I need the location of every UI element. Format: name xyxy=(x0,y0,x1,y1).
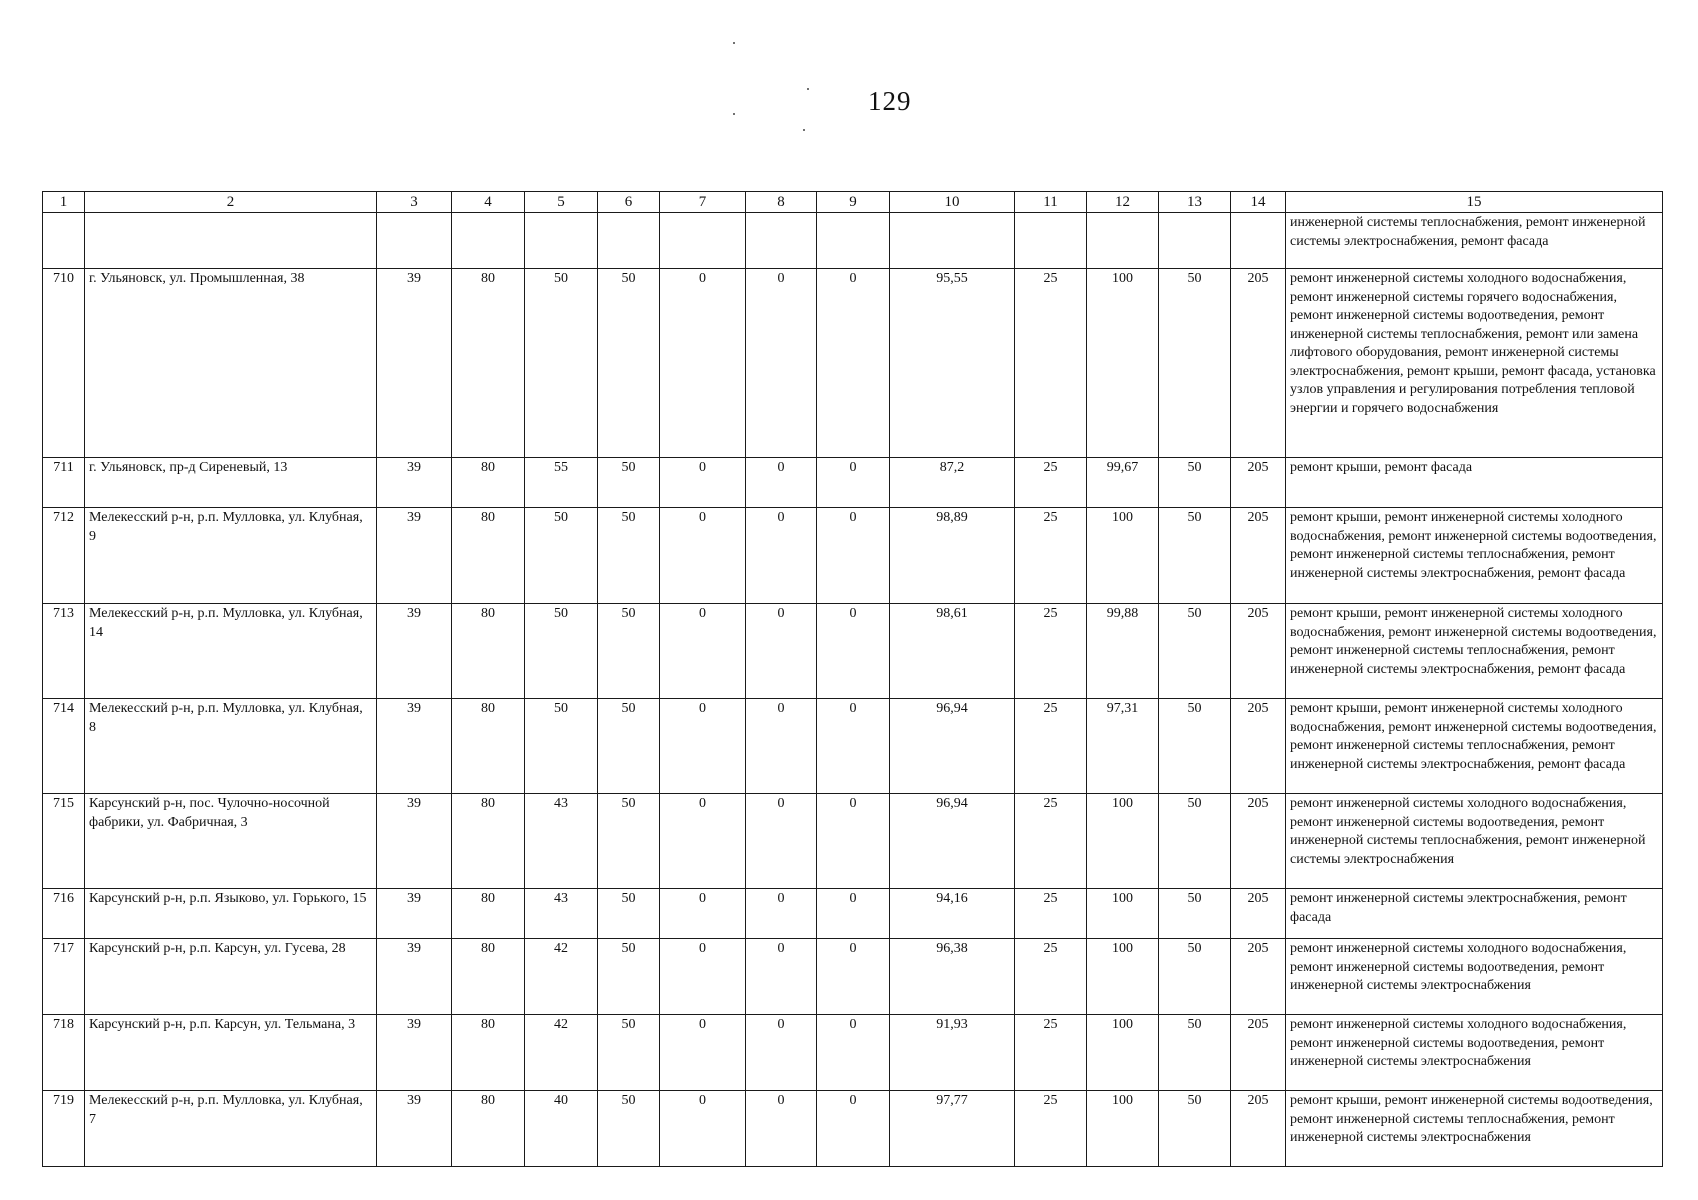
row-number: 710 xyxy=(43,269,85,458)
table-row xyxy=(43,508,1663,604)
value-cell: 0 xyxy=(817,939,890,1015)
value-cell: 42 xyxy=(525,939,598,1015)
value-cell: 97,31 xyxy=(1087,699,1159,794)
value-cell: 99,67 xyxy=(1087,458,1159,508)
value-cell: 205 xyxy=(1231,508,1286,604)
value-cell: 50 xyxy=(1159,458,1231,508)
column-header: 5 xyxy=(525,192,598,213)
value-cell: 25 xyxy=(1015,794,1087,889)
value-cell: 39 xyxy=(377,1015,452,1091)
value-cell: 39 xyxy=(377,604,452,699)
value-cell: 0 xyxy=(746,794,817,889)
value-cell: 43 xyxy=(525,794,598,889)
scan-speck xyxy=(733,42,735,44)
value-cell: 25 xyxy=(1015,604,1087,699)
value-cell: 39 xyxy=(377,699,452,794)
value-cell: 0 xyxy=(746,508,817,604)
value-cell: 0 xyxy=(817,508,890,604)
value-cell: 50 xyxy=(1159,889,1231,939)
value-cell: 80 xyxy=(452,939,525,1015)
table-row xyxy=(43,1091,1663,1167)
value-cell: 0 xyxy=(746,269,817,458)
works-cell: ремонт инженерной системы холодного водоснабжения, ремонт инженерной системы горячего водоснабжения, ремонт инженерной системы водоотведения, ремонт инженерной системы теплоснабжения, ремонт или замена лифтового оборудования, ремонт инженерной системы электроснабжения, ремонт крыши, ремонт фасада, установка узлов управления и регулирования потребления тепловой энергии и горячего водоснабжения xyxy=(1286,269,1663,458)
value-cell: 50 xyxy=(598,1015,660,1091)
table-row xyxy=(43,458,1663,508)
row-number: 718 xyxy=(43,1015,85,1091)
value-cell: 0 xyxy=(746,699,817,794)
value-cell: 50 xyxy=(598,1091,660,1167)
value-cell: 50 xyxy=(1159,604,1231,699)
value-cell: 0 xyxy=(817,458,890,508)
column-header: 1 xyxy=(43,192,85,213)
row-number: 715 xyxy=(43,794,85,889)
value-cell: 0 xyxy=(746,1015,817,1091)
table-row xyxy=(43,889,1663,939)
value-cell: 40 xyxy=(525,1091,598,1167)
value-cell: 39 xyxy=(377,508,452,604)
value-cell: 0 xyxy=(660,508,746,604)
value-cell: 0 xyxy=(660,889,746,939)
row-number: 719 xyxy=(43,1091,85,1167)
works-cell: ремонт крыши, ремонт инженерной системы водоотведения, ремонт инженерной системы теплоснабжения, ремонт инженерной системы электроснабжения xyxy=(1286,1091,1663,1167)
works-cell: ремонт инженерной системы холодного водоснабжения, ремонт инженерной системы водоотведения, ремонт инженерной системы электроснабжения xyxy=(1286,939,1663,1015)
value-cell: 0 xyxy=(817,604,890,699)
value-cell: 0 xyxy=(746,1091,817,1167)
value-cell: 39 xyxy=(377,1091,452,1167)
address-cell: Карсунский р-н, р.п. Карсун, ул. Тельмана, 3 xyxy=(85,1015,377,1091)
value-cell: 0 xyxy=(660,699,746,794)
table-row xyxy=(43,269,1663,458)
value-cell: 100 xyxy=(1087,269,1159,458)
column-header: 15 xyxy=(1286,192,1663,213)
works-cell: ремонт крыши, ремонт инженерной системы холодного водоснабжения, ремонт инженерной системы водоотведения, ремонт инженерной системы теплоснабжения, ремонт инженерной системы электроснабжения, ремонт фасада xyxy=(1286,699,1663,794)
value-cell: 97,77 xyxy=(890,1091,1015,1167)
works-cell: ремонт инженерной системы холодного водоснабжения, ремонт инженерной системы водоотведения, ремонт инженерной системы теплоснабжения, ремонт инженерной системы электроснабжения xyxy=(1286,794,1663,889)
value-cell: 80 xyxy=(452,269,525,458)
value-cell: 25 xyxy=(1015,889,1087,939)
value-cell: 205 xyxy=(1231,794,1286,889)
value-cell: 50 xyxy=(598,508,660,604)
column-header: 8 xyxy=(746,192,817,213)
row-number: 713 xyxy=(43,604,85,699)
value-cell: 50 xyxy=(1159,508,1231,604)
value-cell: 55 xyxy=(525,458,598,508)
value-cell: 0 xyxy=(660,269,746,458)
value-cell: 50 xyxy=(1159,1091,1231,1167)
row-number: 714 xyxy=(43,699,85,794)
value-cell: 205 xyxy=(1231,939,1286,1015)
value-cell: 50 xyxy=(1159,794,1231,889)
works-cell: ремонт крыши, ремонт фасада xyxy=(1286,458,1663,508)
column-header: 13 xyxy=(1159,192,1231,213)
works-cell: ремонт крыши, ремонт инженерной системы холодного водоснабжения, ремонт инженерной системы водоотведения, ремонт инженерной системы теплоснабжения, ремонт инженерной системы электроснабжения, ремонт фасада xyxy=(1286,604,1663,699)
value-cell: 96,94 xyxy=(890,794,1015,889)
value-cell: 50 xyxy=(525,508,598,604)
address-cell: Мелекесский р-н, р.п. Мулловка, ул. Клубная, 9 xyxy=(85,508,377,604)
value-cell: 39 xyxy=(377,794,452,889)
column-header: 6 xyxy=(598,192,660,213)
value-cell: 95,55 xyxy=(890,269,1015,458)
value-cell: 100 xyxy=(1087,889,1159,939)
address-cell: Карсунский р-н, р.п. Языково, ул. Горького, 15 xyxy=(85,889,377,939)
value-cell: 80 xyxy=(452,1091,525,1167)
value-cell: 25 xyxy=(1015,458,1087,508)
value-cell: 39 xyxy=(377,889,452,939)
value-cell: 80 xyxy=(452,699,525,794)
value-cell: 80 xyxy=(452,508,525,604)
continuation-row xyxy=(43,213,1663,269)
value-cell: 0 xyxy=(817,794,890,889)
value-cell: 100 xyxy=(1087,1091,1159,1167)
table-row xyxy=(43,604,1663,699)
value-cell: 80 xyxy=(452,889,525,939)
value-cell: 42 xyxy=(525,1015,598,1091)
address-cell: Мелекесский р-н, р.п. Мулловка, ул. Клубная, 14 xyxy=(85,604,377,699)
value-cell: 50 xyxy=(598,889,660,939)
value-cell: 39 xyxy=(377,269,452,458)
value-cell: 50 xyxy=(598,458,660,508)
value-cell: 100 xyxy=(1087,508,1159,604)
value-cell: 0 xyxy=(660,1015,746,1091)
value-cell: 205 xyxy=(1231,458,1286,508)
value-cell: 0 xyxy=(817,699,890,794)
value-cell: 80 xyxy=(452,458,525,508)
value-cell: 0 xyxy=(660,794,746,889)
value-cell: 0 xyxy=(660,604,746,699)
row-number: 717 xyxy=(43,939,85,1015)
column-header: 11 xyxy=(1015,192,1087,213)
works-cell: ремонт крыши, ремонт инженерной системы холодного водоснабжения, ремонт инженерной системы водоотведения, ремонт инженерной системы теплоснабжения, ремонт инженерной системы электроснабжения, ремонт фасада xyxy=(1286,508,1663,604)
value-cell: 205 xyxy=(1231,604,1286,699)
value-cell: 100 xyxy=(1087,939,1159,1015)
column-header: 3 xyxy=(377,192,452,213)
value-cell: 50 xyxy=(598,699,660,794)
value-cell: 205 xyxy=(1231,1091,1286,1167)
value-cell: 25 xyxy=(1015,939,1087,1015)
value-cell: 50 xyxy=(1159,939,1231,1015)
value-cell: 205 xyxy=(1231,889,1286,939)
value-cell: 25 xyxy=(1015,508,1087,604)
value-cell: 25 xyxy=(1015,1091,1087,1167)
row-number: 716 xyxy=(43,889,85,939)
value-cell: 50 xyxy=(598,269,660,458)
scan-speck xyxy=(803,129,805,131)
column-header: 9 xyxy=(817,192,890,213)
column-header: 10 xyxy=(890,192,1015,213)
works-cell: ремонт инженерной системы электроснабжения, ремонт фасада xyxy=(1286,889,1663,939)
scan-speck xyxy=(807,88,809,90)
value-cell: 96,94 xyxy=(890,699,1015,794)
registry-table xyxy=(42,191,1663,1167)
column-header: 7 xyxy=(660,192,746,213)
value-cell: 50 xyxy=(1159,269,1231,458)
value-cell: 205 xyxy=(1231,1015,1286,1091)
value-cell: 0 xyxy=(817,889,890,939)
table-row xyxy=(43,699,1663,794)
value-cell: 50 xyxy=(1159,1015,1231,1091)
address-cell: г. Ульяновск, пр-д Сиреневый, 13 xyxy=(85,458,377,508)
value-cell: 0 xyxy=(746,458,817,508)
value-cell: 50 xyxy=(525,699,598,794)
table-row xyxy=(43,939,1663,1015)
value-cell: 100 xyxy=(1087,1015,1159,1091)
value-cell: 0 xyxy=(660,458,746,508)
row-number: 712 xyxy=(43,508,85,604)
column-header: 2 xyxy=(85,192,377,213)
value-cell: 205 xyxy=(1231,699,1286,794)
column-header: 12 xyxy=(1087,192,1159,213)
address-cell: г. Ульяновск, ул. Промышленная, 38 xyxy=(85,269,377,458)
value-cell: 39 xyxy=(377,939,452,1015)
works-cell: инженерной системы теплоснабжения, ремонт инженерной системы электроснабжения, ремонт фасада xyxy=(1286,213,1663,269)
value-cell: 0 xyxy=(660,939,746,1015)
value-cell: 80 xyxy=(452,1015,525,1091)
value-cell: 98,89 xyxy=(890,508,1015,604)
value-cell: 43 xyxy=(525,889,598,939)
value-cell: 96,38 xyxy=(890,939,1015,1015)
value-cell: 0 xyxy=(746,889,817,939)
value-cell: 50 xyxy=(525,269,598,458)
value-cell: 205 xyxy=(1231,269,1286,458)
value-cell: 87,2 xyxy=(890,458,1015,508)
value-cell: 50 xyxy=(525,604,598,699)
value-cell: 0 xyxy=(817,1091,890,1167)
table-row xyxy=(43,794,1663,889)
value-cell: 91,93 xyxy=(890,1015,1015,1091)
value-cell: 50 xyxy=(1159,699,1231,794)
value-cell: 50 xyxy=(598,794,660,889)
value-cell: 25 xyxy=(1015,269,1087,458)
address-cell: Карсунский р-н, р.п. Карсун, ул. Гусева, 28 xyxy=(85,939,377,1015)
value-cell: 98,61 xyxy=(890,604,1015,699)
address-cell: Мелекесский р-н, р.п. Мулловка, ул. Клубная, 7 xyxy=(85,1091,377,1167)
column-header: 4 xyxy=(452,192,525,213)
value-cell: 0 xyxy=(817,1015,890,1091)
value-cell: 0 xyxy=(746,939,817,1015)
value-cell: 25 xyxy=(1015,1015,1087,1091)
value-cell: 80 xyxy=(452,604,525,699)
value-cell: 0 xyxy=(817,269,890,458)
scan-speck xyxy=(733,113,735,115)
value-cell: 50 xyxy=(598,939,660,1015)
address-cell: Карсунский р-н, пос. Чулочно-носочной фабрики, ул. Фабричная, 3 xyxy=(85,794,377,889)
works-cell: ремонт инженерной системы холодного водоснабжения, ремонт инженерной системы водоотведения, ремонт инженерной системы электроснабжения xyxy=(1286,1015,1663,1091)
value-cell: 0 xyxy=(746,604,817,699)
column-number-header xyxy=(43,192,1663,213)
value-cell: 94,16 xyxy=(890,889,1015,939)
value-cell: 25 xyxy=(1015,699,1087,794)
row-number: 711 xyxy=(43,458,85,508)
page-number: 129 xyxy=(868,86,912,116)
value-cell: 99,88 xyxy=(1087,604,1159,699)
value-cell: 39 xyxy=(377,458,452,508)
value-cell: 100 xyxy=(1087,794,1159,889)
value-cell: 0 xyxy=(660,1091,746,1167)
column-header: 14 xyxy=(1231,192,1286,213)
value-cell: 80 xyxy=(452,794,525,889)
table-row xyxy=(43,1015,1663,1091)
value-cell: 50 xyxy=(598,604,660,699)
address-cell: Мелекесский р-н, р.п. Мулловка, ул. Клубная, 8 xyxy=(85,699,377,794)
